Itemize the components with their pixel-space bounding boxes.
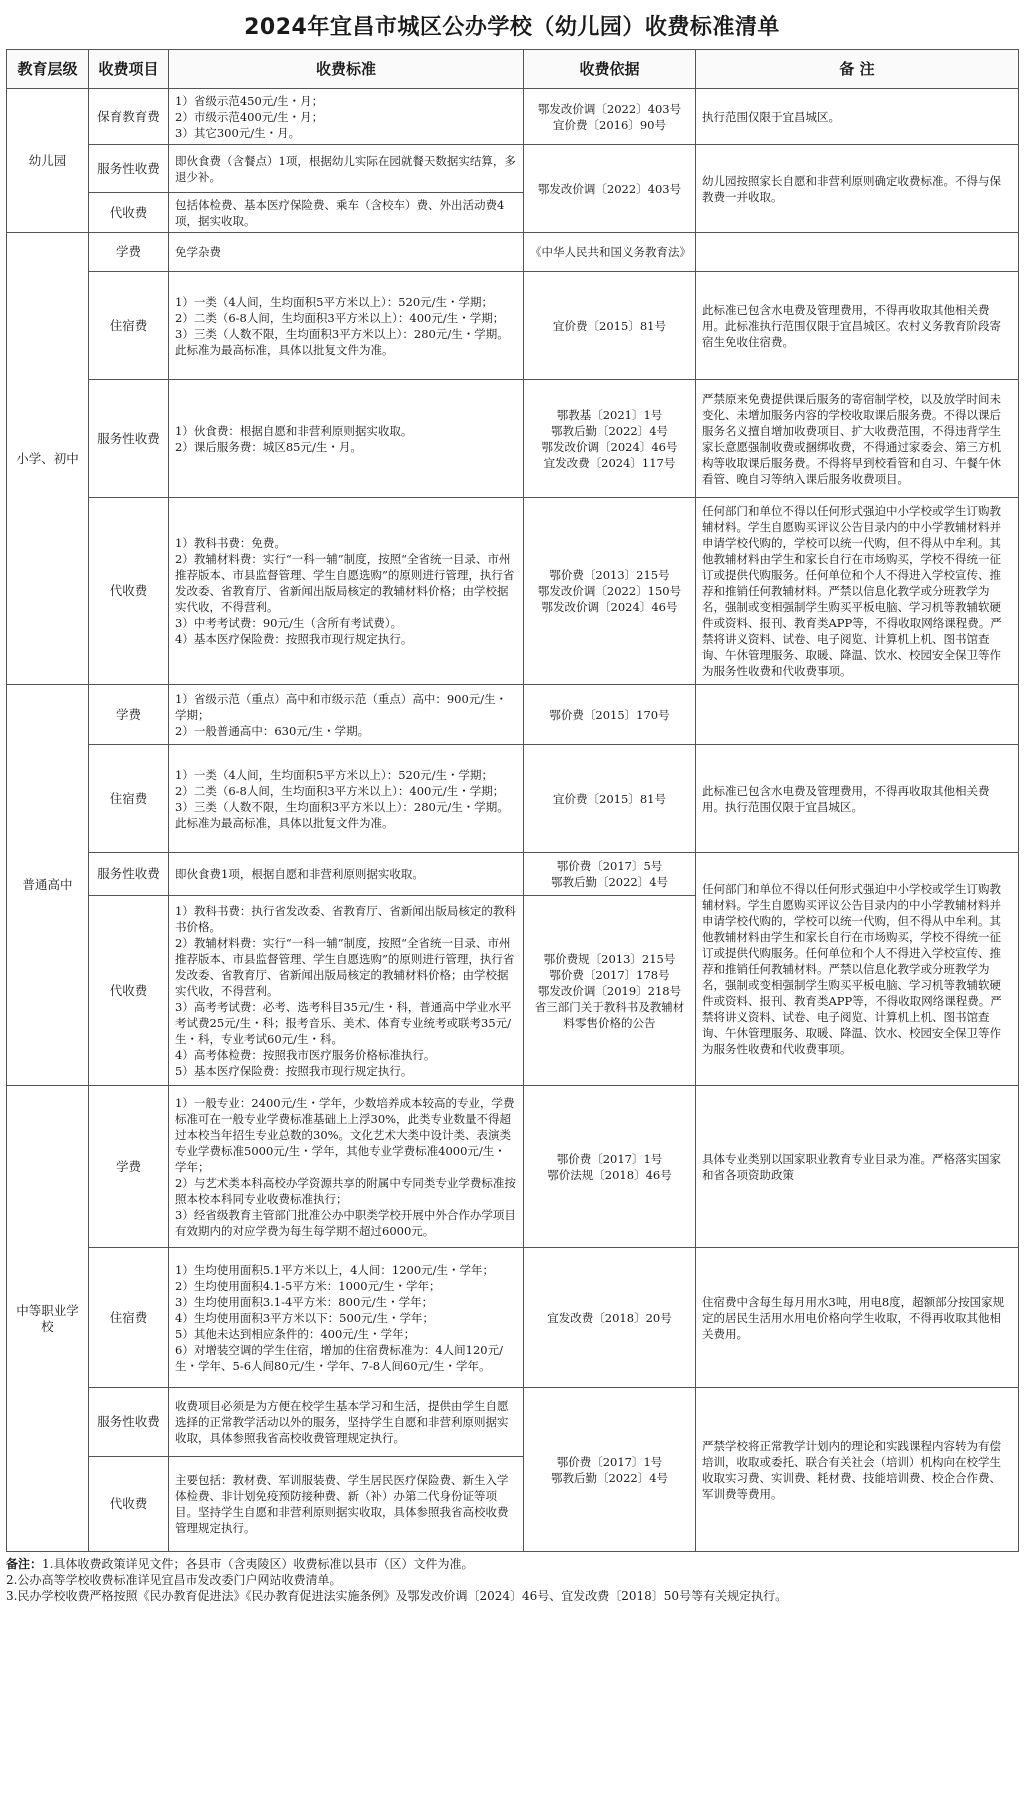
header-remark: 备 注 [696,50,1019,89]
fee-standard-cell: 即伙食费1项，根据自愿和非营利原则据实收取。 [169,853,524,896]
fee-basis-cell: 鄂价费规〔2013〕215号 鄂价费〔2017〕178号 鄂发改价调〔2019〕218号 省三部门关于教科书及教辅材料零售价格的公告 [524,896,696,1086]
note-text: 1.具体收费政策详见文件；各县市（含夷陵区）收费标准以县市（区）文件为准。 [42,1557,474,1571]
table-row [7,498,1019,685]
fee-remark-cell: 住宿费中含每生每月用水3吨，用电8度，超额部分按国家规定的居民生活用水用电价格向学生收取，不得再收取其他相关费用。 [696,1248,1019,1388]
fee-remark-cell: 严禁原来免费提供课后服务的寄宿制学校，以及放学时间未变化、未增加服务内容的学校收取课后服务费。不得以课后服务名义擅自增加收费项目、扩大收费范围，不得违背学生家长意愿强制收费或捆绑收费，不得通过家委会、第三方机构等收取课后服务费。不得将早到校看管和自习、午餐午休看管、晚自习等纳入课后服务收费项目。 [696,380,1019,498]
fee-remark-cell [696,685,1019,745]
fee-basis-cell: 鄂价费〔2017〕5号 鄂教后勤〔2022〕4号 [524,853,696,896]
fee-standard-cell: 包括体检费、基本医疗保险费、乘车（含校车）费、外出活动费4项，据实收取。 [169,193,524,233]
fee-item-cell: 服务性收费 [89,853,169,896]
level-cell: 普通高中 [7,685,89,1086]
fee-item-cell: 住宿费 [89,1248,169,1388]
fee-remark-cell: 执行范围仅限于宜昌城区。 [696,89,1019,145]
fee-item-cell: 代收费 [89,193,169,233]
note-line-2: 2.公办高等学校收费标准详见宜昌市发改委门户网站收费清单。 [6,1573,342,1587]
table-row [7,272,1019,380]
fee-item-cell: 代收费 [89,1457,169,1552]
fee-basis-cell: 鄂价费〔2015〕170号 [524,685,696,745]
fee-standard-cell: 即伙食费（含餐点）1项，根据幼儿实际在园就餐天数据实结算，多退少补。 [169,145,524,193]
fee-item-cell: 保育教育费 [89,89,169,145]
fee-item-cell: 服务性收费 [89,380,169,498]
fee-standard-cell: 收费项目必须是为方便在校学生基本学习和生活，提供由学生自愿选择的正常教学活动以外的服务，坚持学生自愿和非营利原则据实收取，具体参照我省高校收费管理规定执行。 [169,1388,524,1457]
fee-item-cell: 代收费 [89,896,169,1086]
fee-standard-cell: 1）教科书费：执行省发改委、省教育厅、省新闻出版局核定的教科书价格。 2）教辅材料费：实行“一科一辅”制度，按照“全省统一目录、市州推荐版本、市县监督管理、学生自愿选购”的原则进行管理，执行省发改委、省教育厅、省新闻出版局核定的教辅材料价格；由学校据实代收，不得营利。 3）高考考试费：必考、选考科目35元/生・科，普通高中学业水平考试费25元/生・科；报考音乐、美术、体育专业统考或联考35元/生・科，专业考试60元/生・科。 4）高考体检费：按照我市医疗服务价格标准执行。 5）基本医疗保险费：按照我市现行规定执行。 [169,896,524,1086]
fee-basis-cell: 宜价费〔2015〕81号 [524,272,696,380]
fee-item-cell: 学费 [89,1086,169,1248]
header-basis: 收费依据 [524,50,696,89]
table-row [7,745,1019,853]
fee-standard-cell: 免学杂费 [169,233,524,272]
header-standard: 收费标准 [169,50,524,89]
fee-standard-cell: 1）省级示范450元/生・月； 2）市级示范400元/生・月； 3）其它300元/生・月。 [169,89,524,145]
fee-remark-cell: 具体专业类别以国家职业教育专业目录为准。严格落实国家和省各项资助政策 [696,1086,1019,1248]
fee-standard-cell: 1）一般专业：2400元/生・学年，少数培养成本较高的专业，学费标准可在一般专业学费标准基础上上浮30%，此类专业数量不得超过本校当年招生专业总数的30%。文化艺术大类中设计类、表演类专业学费标准5000元/生・学年，其他专业学费标准4000元/生・学年； 2）与艺术类本科高校办学资源共享的附属中专同类专业学费标准按照本校本科同专业收费标准执行； 3）经省级教育主管部门批准公办中职类学校开展中外合作办学项目有效期内的对应学费为每生每学期不超过6000元。 [169,1086,524,1248]
fee-item-cell: 住宿费 [89,272,169,380]
header-level: 教育层级 [7,50,89,89]
fee-remark-cell [696,233,1019,272]
header-item: 收费项目 [89,50,169,89]
table-row [7,89,1019,145]
fee-table [6,49,1019,1552]
fee-item-cell: 学费 [89,233,169,272]
fee-remark-cell: 任何部门和单位不得以任何形式强迫中小学校或学生订购教辅材料。学生自愿购买评议公告目录内的中小学教辅材料并申请学校代购的，学校可以统一代购，但不得从中牟利。其他教辅材料由学生和家长自行在市场购买，学校不得统一征订或提供代购服务。任何单位和个人不得进入学校宣传、推荐和推销任何教辅材料。严禁以信息化教学或分班教学为名，强制或变相强制学生购买平板电脑、学习机等教辅软硬件或资料、报刊、教育类APP等，不得收取网络课程费。严禁将讲义资料、试卷、电子阅览、计算机上机、图书馆查询、午休管理服务、取暖、降温、饮水、校园安全保卫等作为服务性收费和代收费事项。 [696,498,1019,685]
fee-basis-cell: 鄂发改价调〔2022〕403号 [524,145,696,233]
page-title: 2024年宜昌市城区公办学校（幼儿园）收费标准清单 [244,15,780,40]
fee-basis-cell: 鄂价费〔2017〕1号 鄂教后勤〔2022〕4号 [524,1388,696,1552]
fee-item-cell: 住宿费 [89,745,169,853]
fee-standard-cell: 1）省级示范（重点）高中和市级示范（重点）高中：900元/生・学期； 2）一般普通高中：630元/生・学期。 [169,685,524,745]
fee-basis-cell: 鄂价费〔2013〕215号 鄂发改价调〔2022〕150号 鄂发改价调〔2024〕46号 [524,498,696,685]
fee-item-cell: 服务性收费 [89,1388,169,1457]
fee-basis-cell: 鄂教基〔2021〕1号 鄂教后勤〔2022〕4号 鄂发改价调〔2024〕46号 宜发改费〔2024〕117号 [524,380,696,498]
fee-standard-cell: 主要包括：教材费、军训服装费、学生居民医疗保险费、新生入学体检费、非计划免疫预防接种费、新（补）办第二代身份证等项目。坚持学生自愿和非营利原则据实收取，具体参照我省高校收费管理规定执行。 [169,1457,524,1552]
fee-item-cell: 服务性收费 [89,145,169,193]
fee-standard-cell: 1）教科书费：免费。 2）教辅材料费：实行“一科一辅”制度，按照“全省统一目录、市州推荐版本、市县监督管理、学生自愿选购”的原则进行管理，执行省发改委、省教育厅、省新闻出版局核定的教辅材料价格；由学校据实代收，不得营利。 3）中考考试费：90元/生（含所有考试费）。 4）基本医疗保险费：按照我市现行规定执行。 [169,498,524,685]
fee-standard-cell: 1）生均使用面积5.1平方米以上，4人间：1200元/生・学年； 2）生均使用面积4.1-5平方米：1000元/生・学年； 3）生均使用面积3.1-4平方米：800元/生・学年； 4）生均使用面积3平方米以下：500元/生・学年； 5）其他未达到相应条件的：400元/生・学年； 6）对增装空调的学生住宿，增加的住宿费标准为：4人间120元/生・学年、5-6人间80元/生・学年、7-8人间60元/生・学年。 [169,1248,524,1388]
fee-item-cell: 学费 [89,685,169,745]
fee-basis-cell: 鄂发改价调〔2022〕403号 宜价费〔2016〕90号 [524,89,696,145]
table-row [7,1388,1019,1457]
table-row [7,145,1019,193]
fee-item-cell: 代收费 [89,498,169,685]
table-row [7,685,1019,745]
fee-remark-cell: 此标准已包含水电费及管理费用，不得再收取其他相关费用。此标准执行范围仅限于宜昌城区。农村义务教育阶段寄宿生免收住宿费。 [696,272,1019,380]
note-line-3: 3.民办学校收费严格按照《民办教育促进法》《民办教育促进法实施条例》及鄂发改价调〔2024〕46号、宜发改费〔2018〕50号等有关规定执行。 [6,1589,788,1603]
table-body [7,89,1019,1552]
fee-standard-cell: 1）一类（4人间，生均面积5平方米以上）：520元/生・学期； 2）二类（6-8人间，生均面积3平方米以上）：400元/生・学期； 3）三类（人数不限，生均面积3平方米以上）：280元/生・学期。 此标准为最高标准，具体以批复文件为准。 [169,272,524,380]
level-cell: 中等职业学校 [7,1086,89,1552]
table-row [7,853,1019,896]
fee-basis-cell: 宜发改费〔2018〕20号 [524,1248,696,1388]
table-row [7,1248,1019,1388]
document [6,6,1018,1604]
fee-remark-cell: 此标准已包含水电费及管理费用，不得再收取其他相关费用。执行范围仅限于宜昌城区。 [696,745,1019,853]
fee-standard-cell: 1）一类（4人间，生均面积5平方米以上）：520元/生・学期； 2）二类（6-8人间，生均面积3平方米以上）：400元/生・学期； 3）三类（人数不限，生均面积3平方米以上）：280元/生・学期。 此标准为最高标准，具体以批复文件为准。 [169,745,524,853]
table-row [7,380,1019,498]
fee-standard-cell: 1）伙食费：根据自愿和非营利原则据实收取。 2）课后服务费：城区85元/生・月。 [169,380,524,498]
fee-basis-cell: 鄂价费〔2017〕1号 鄂价法规〔2018〕46号 [524,1086,696,1248]
table-row [7,1086,1019,1248]
level-cell: 幼儿园 [7,89,89,233]
fee-basis-cell: 《中华人民共和国义务教育法》 [524,233,696,272]
notes [6,1556,1018,1604]
table-row [7,233,1019,272]
level-cell: 小学、初中 [7,233,89,685]
fee-remark-cell: 任何部门和单位不得以任何形式强迫中小学校或学生订购教辅材料。学生自愿购买评议公告目录内的中小学教辅材料并申请学校代购的，学校可以统一代购，但不得从中牟利。其他教辅材料由学生和家长自行在市场购买，学校不得统一征订或提供代购服务。任何单位和个人不得进入学校宣传、推荐和推销任何教辅材料。严禁以信息化教学或分班教学为名，强制或变相强制学生购买平板电脑、学习机等教辅软硬件或资料、报刊、教育类APP等，不得收取网络课程费。严禁将讲义资料、试卷、电子阅览、计算机上机、图书馆查询、午休管理服务、取暖、降温、饮水、校园安全保卫等作为服务性收费和代收费事项。 [696,853,1019,1086]
fee-remark-cell: 严禁学校将正常教学计划内的理论和实践课程内容转为有偿培训，收取或委托、联合有关社会（培训）机构向在校学生收取实习费、实训费、耗材费、技能培训费、校企合作费、军训费等费用。 [696,1388,1019,1552]
header-row [7,50,1019,89]
note-line-1 [6,1556,1018,1572]
fee-basis-cell: 宜价费〔2015〕81号 [524,745,696,853]
fee-remark-cell: 幼儿园按照家长自愿和非营利原则确定收费标准。不得与保教费一并收取。 [696,145,1019,233]
notes-label: 备注： [6,1557,43,1571]
